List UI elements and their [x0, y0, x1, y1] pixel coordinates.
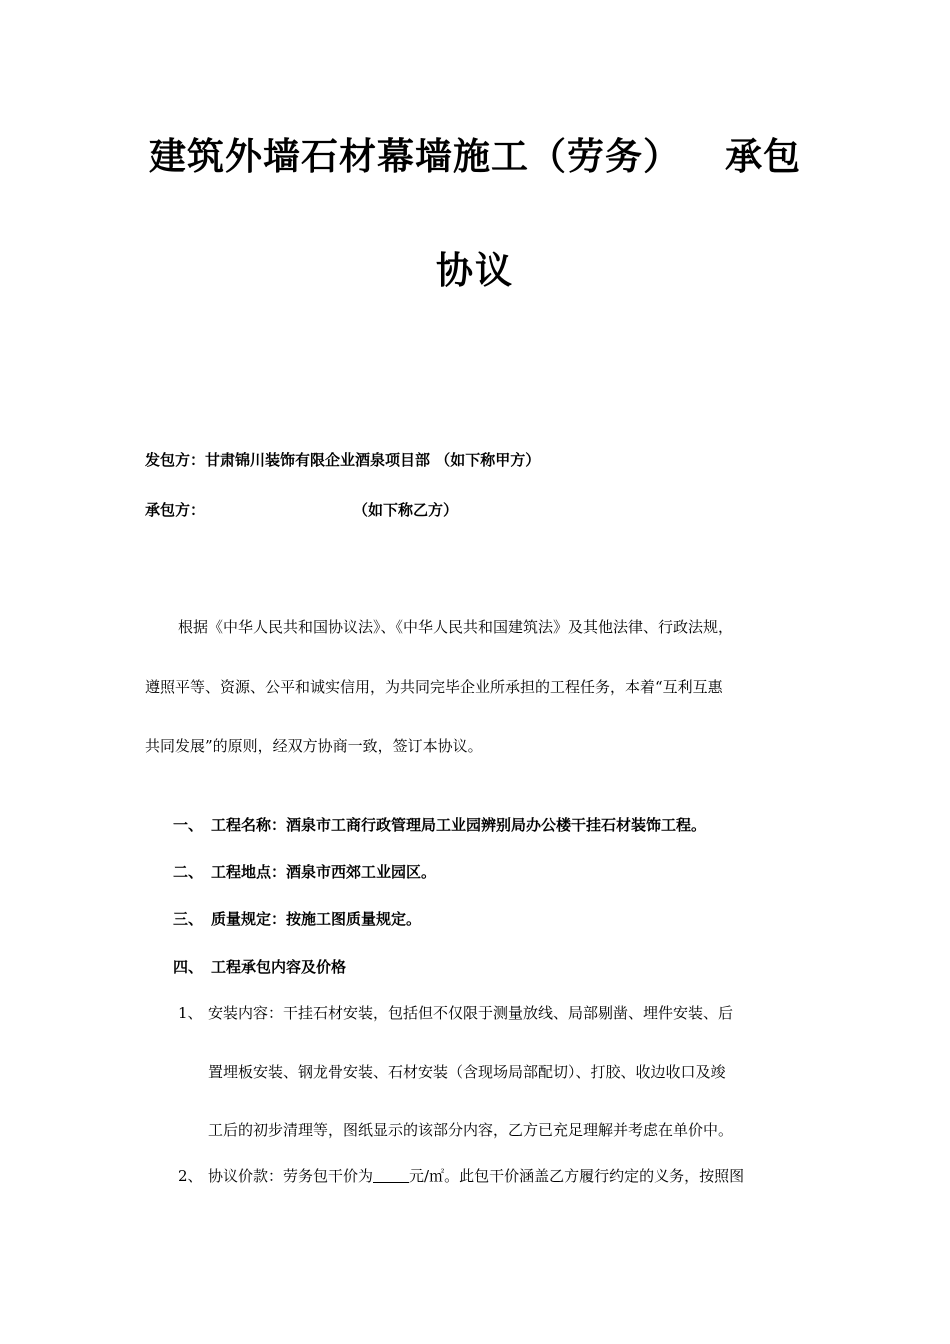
section-2 [173, 861, 436, 882]
employer-value: 甘肃锦川装饰有限企业酒泉项目部 （如下称甲方） [205, 451, 541, 469]
item-1-line-2: 置埋板安装、钢龙骨安装、石材安装（含现场局部配切）、打胶、收边收口及竣 [208, 1063, 726, 1081]
section-number: 四、 [173, 958, 204, 976]
title-line-1 [0, 126, 950, 180]
section-text: 质量规定：按施工图质量规定。 [211, 910, 422, 928]
section-number: 二、 [173, 863, 204, 881]
section-1 [173, 814, 706, 835]
item-1 [178, 1002, 733, 1023]
price-blank [373, 1168, 409, 1183]
contractor-label: 承包方： [145, 501, 206, 519]
section-text: 工程承包内容及价格 [211, 958, 347, 976]
section-3 [173, 908, 421, 929]
preamble-line-3: 共同发展”的原则，经双方协商一致，签订本协议。 [145, 737, 483, 755]
section-number: 一、 [173, 816, 204, 834]
title-line-2: 协议 [436, 248, 514, 292]
section-number: 三、 [173, 910, 204, 928]
contractor-line [145, 499, 458, 520]
contractor-value: （如下称乙方） [353, 501, 459, 519]
section-text: 工程地点：酒泉市西郊工业园区。 [211, 863, 437, 881]
item-1-line-3: 工后的初步清理等，图纸显示的该部分内容，乙方已充足理解并考虑在单价中。 [208, 1121, 734, 1139]
employer-label: 发包方： [145, 451, 206, 469]
preamble-line-2: 遵照平等、资源、公平和诚实信用，为共同完毕企业所承担的工程任务，本着“互利互惠 [145, 678, 723, 696]
item-number: 1、 [178, 1004, 203, 1022]
preamble-line-1: 根据《中华人民共和国协议法》、《中华人民共和国建筑法》及其他法律、行政法规， [178, 618, 734, 636]
item-text-before-blank: 协议价款：劳务包干价为 [208, 1167, 374, 1185]
title-main: 建筑外墙石材幕墙施工（劳务） [149, 134, 681, 178]
item-text: 安装内容：干挂石材安装，包括但不仅限于测量放线、局部剔凿、埋件安装、后 [208, 1004, 734, 1022]
item-2 [178, 1165, 744, 1186]
employer-line [145, 449, 540, 470]
item-number: 2、 [178, 1167, 203, 1185]
section-4 [173, 956, 346, 977]
item-text-after-blank: 元/㎡。此包干价涵盖乙方履行约定的义务，按照图 [409, 1167, 745, 1185]
section-text: 工程名称：酒泉市工商行政管理局工业园辨别局办公楼干挂石材装饰工程。 [211, 816, 707, 834]
title-tail: 承包 [725, 134, 801, 178]
